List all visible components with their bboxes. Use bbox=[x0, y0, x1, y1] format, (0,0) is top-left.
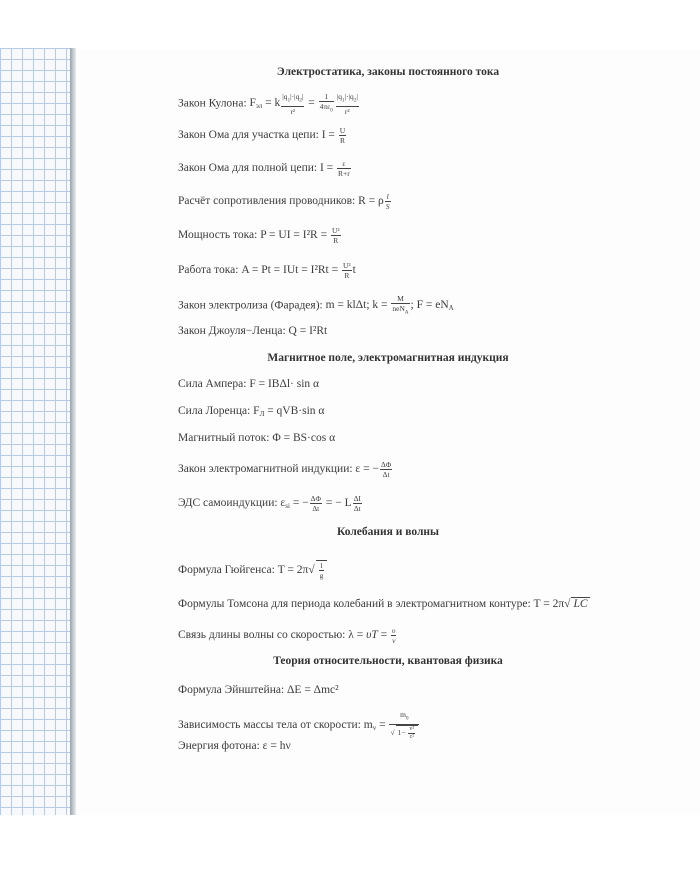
formula-line-induction bbox=[178, 460, 393, 479]
formula-wave: λ = υT = $\frac{\upsilon}{\nu}$ bbox=[348, 626, 396, 645]
formula-line-resistance bbox=[178, 192, 392, 211]
formula-ohm-segment: I = $\frac{U}{R}$ bbox=[321, 126, 346, 145]
formula-label: Закон Ома для участка цепи: bbox=[178, 129, 322, 142]
formula-lorentz: $F_Л = qVB\cdot\sin$ α bbox=[253, 405, 325, 418]
formula-thomson: T = 2π√ LC bbox=[533, 598, 588, 610]
formula-ampere: F = IBΔl· sin α bbox=[249, 378, 320, 390]
formula-line-joule bbox=[178, 325, 327, 337]
formula-flux: Φ = BS·cos α bbox=[272, 432, 336, 444]
formula-label: Связь длины волны со скоростью: bbox=[178, 629, 349, 642]
formula-einstein: ΔE = Δmc² bbox=[287, 684, 339, 696]
formula-line-ohm-segment bbox=[178, 126, 347, 145]
formula-label: ЭДС самоиндукции: bbox=[178, 497, 281, 510]
formula-line-thomson bbox=[178, 597, 590, 610]
formula-resistance: R = ρ $\frac{l}{S}$ bbox=[358, 192, 390, 211]
formula-label: Формула Гюйгенса: bbox=[178, 564, 278, 577]
formula-label: Закон электромагнитной индукции: bbox=[178, 463, 356, 476]
formula-line-work bbox=[178, 261, 356, 280]
formula-label: Магнитный поток: bbox=[178, 432, 273, 444]
formula-work: A = Pt = IUt = I²Rt = $\frac{\text{U²}}{R}$ t bbox=[241, 261, 356, 280]
formula-label: Зависимость массы тела от скорости: bbox=[178, 718, 364, 731]
formula-label: Закон электролиза (Фарадея): bbox=[178, 299, 326, 312]
formula-line-electrolysis bbox=[178, 294, 454, 318]
section-title: Колебания и волны bbox=[336, 526, 440, 538]
formula-line-flux bbox=[178, 432, 335, 444]
formula-line-wave bbox=[178, 626, 397, 645]
formula-label: Энергия фотона: bbox=[178, 740, 263, 752]
formula-line-einstein bbox=[178, 684, 339, 696]
formula-power: P = UI = I²R = $\frac{\text{U²}}{R}$ bbox=[260, 226, 340, 245]
formula-ohm-full: I = $\frac{\varepsilon}{R+r}$ bbox=[319, 159, 350, 178]
formula-joule: Q = I²Rt bbox=[288, 325, 328, 337]
formula-line-self-induction bbox=[178, 494, 363, 513]
formula-line-huygens bbox=[178, 560, 327, 580]
formula-line-photon bbox=[178, 740, 291, 752]
formula-coulomb: $F_{эл} = k$ $\frac{|q_1|\cdot|q_2|}{\text{r²}}$ = $\frac{1}{4\pi\varepsilon_0}$ $\frac{|q_1|\cdot|q_2|}{\text{r²}}$ bbox=[249, 92, 358, 116]
formula-label: Сила Ампера: bbox=[178, 378, 250, 390]
formula-line-coulomb bbox=[178, 92, 360, 116]
formula-label: Мощность тока: bbox=[178, 229, 261, 242]
formula-line-lorentz bbox=[178, 405, 324, 418]
formula-label: Сила Лоренца: bbox=[178, 405, 254, 417]
formula-label: Расчёт сопротивления проводников: bbox=[178, 195, 359, 208]
section-title: Теория относительности, квантовая физика bbox=[273, 655, 503, 667]
graph-paper-edge bbox=[0, 48, 70, 815]
formula-electrolysis: m = klΔt; k = $\frac{M}{neN_A}$ ; $F = eN_A$ bbox=[325, 294, 454, 316]
section-title: Магнитное поле, электромагнитная индукция bbox=[267, 352, 509, 364]
formula-label: Формула Эйнштейна: bbox=[178, 684, 288, 696]
formula-line-power bbox=[178, 226, 342, 245]
page-bottom-margin bbox=[0, 815, 700, 869]
formula-line-ampere bbox=[178, 378, 319, 390]
formula-label: Работа тока: bbox=[178, 264, 242, 277]
formula-huygens: T = 2π√ $\frac{l}{g}$ bbox=[278, 564, 328, 576]
formula-induction: ε = − $\frac{\Delta\Phi}{\Delta t}$ bbox=[355, 460, 392, 479]
formula-mass: $m_v$ = $m_0$ √ 1− $\frac{\text{v²}}{\text{c²}}$ bbox=[364, 719, 421, 731]
formula-label: Формулы Томсона для периода колебаний в электромагнитном контуре: bbox=[178, 598, 534, 610]
formula-photon: ε = hν bbox=[262, 740, 291, 752]
section-title: Электростатика, законы постоянного тока bbox=[276, 66, 500, 78]
formula-label: Закон Кулона: bbox=[178, 97, 250, 110]
formula-line-mass bbox=[178, 710, 420, 741]
formula-line-ohm-full bbox=[178, 159, 352, 178]
formula-label: Закон Джоуля−Ленца: bbox=[178, 325, 289, 337]
formula-label: Закон Ома для полной цепи: bbox=[178, 162, 320, 175]
notebook-page bbox=[76, 50, 700, 815]
formula-self-induction: $\varepsilon_{si}$ = − $\frac{\Delta\Phi}{\Delta t}$ = − L $\frac{\Delta I}{\Delta t}$ bbox=[280, 494, 361, 513]
